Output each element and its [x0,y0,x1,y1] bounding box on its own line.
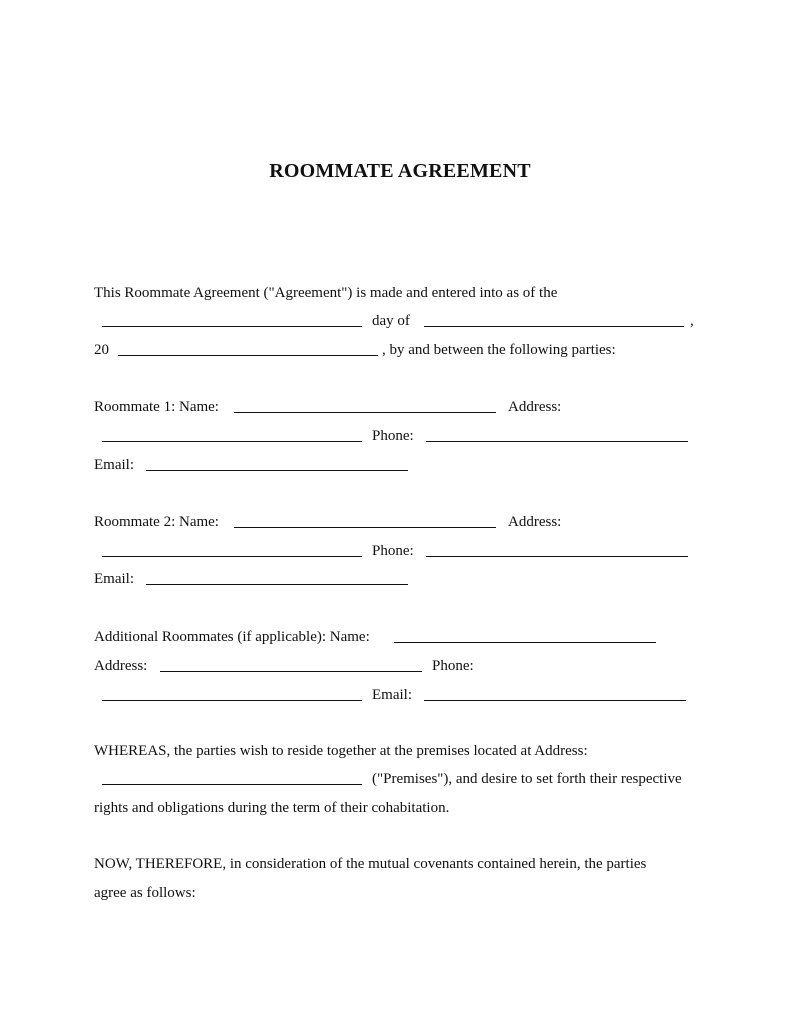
intro-line-1 [94,282,714,304]
roommate2-line-1 [94,511,714,533]
whereas-line-1 [94,740,714,762]
roommate2-email-label: Email: [94,571,134,587]
whereas-line-2 [94,768,714,790]
additional-phone-label: Phone: [432,658,474,674]
roommate1-line-2 [94,425,714,447]
now-therefore-text-1: NOW, THEREFORE, in consideration of the mutual covenants contained herein, the parties [94,856,647,872]
additional-email-label: Email: [372,687,412,703]
roommate1-name-blank[interactable] [234,412,496,413]
additional-name-label: Additional Roommates (if applicable): Name: [94,629,370,645]
roommate2-address-label: Address: [508,514,562,530]
additional-line-3 [94,684,714,706]
whereas-text-2: ("Premises"), and desire to set forth their respective [372,771,682,787]
now-therefore-line-2 [94,882,714,904]
year-blank[interactable] [118,355,378,356]
additional-name-blank[interactable] [394,642,656,643]
intro-text: This Roommate Agreement ("Agreement") is made and entered into as of the [94,285,558,301]
now-therefore-line-1 [94,853,714,875]
roommate1-email-label: Email: [94,457,134,473]
roommate2-name-blank[interactable] [234,527,496,528]
additional-line-2 [94,655,714,677]
additional-line-1 [94,626,714,648]
month-blank[interactable] [424,326,684,327]
additional-phone-blank[interactable] [102,700,362,701]
intro-line-3 [94,339,714,361]
year-prefix: 20 [94,342,109,358]
comma-text: , [690,313,694,329]
whereas-text-3: rights and obligations during the term of their cohabitation. [94,800,450,816]
additional-address-label: Address: [94,658,148,674]
whereas-line-3 [94,797,714,819]
roommate1-email-blank[interactable] [146,470,408,471]
roommate1-line-3 [94,454,714,476]
roommate2-email-blank[interactable] [146,584,408,585]
roommate1-phone-label: Phone: [372,428,414,444]
additional-email-blank[interactable] [424,700,686,701]
roommate2-line-3 [94,568,714,590]
day-of-label: day of [372,313,410,329]
whereas-text-1: WHEREAS, the parties wish to reside together at the premises located at Address: [94,743,588,759]
by-between-text: , by and between the following parties: [382,342,616,358]
roommate1-address-label: Address: [508,399,562,415]
premises-address-blank[interactable] [102,784,362,785]
roommate2-phone-blank[interactable] [426,556,688,557]
roommate2-line-2 [94,540,714,562]
roommate2-phone-label: Phone: [372,543,414,559]
roommate2-name-label: Roommate 2: Name: [94,514,219,530]
roommate1-address-blank[interactable] [102,441,362,442]
intro-line-2 [94,310,714,332]
document-title: ROOMMATE AGREEMENT [269,160,531,182]
additional-address-blank[interactable] [160,671,422,672]
roommate1-phone-blank[interactable] [426,441,688,442]
now-therefore-text-2: agree as follows: [94,885,196,901]
roommate2-address-blank[interactable] [102,556,362,557]
roommate1-line-1 [94,396,714,418]
day-blank[interactable] [102,326,362,327]
roommate1-name-label: Roommate 1: Name: [94,399,219,415]
